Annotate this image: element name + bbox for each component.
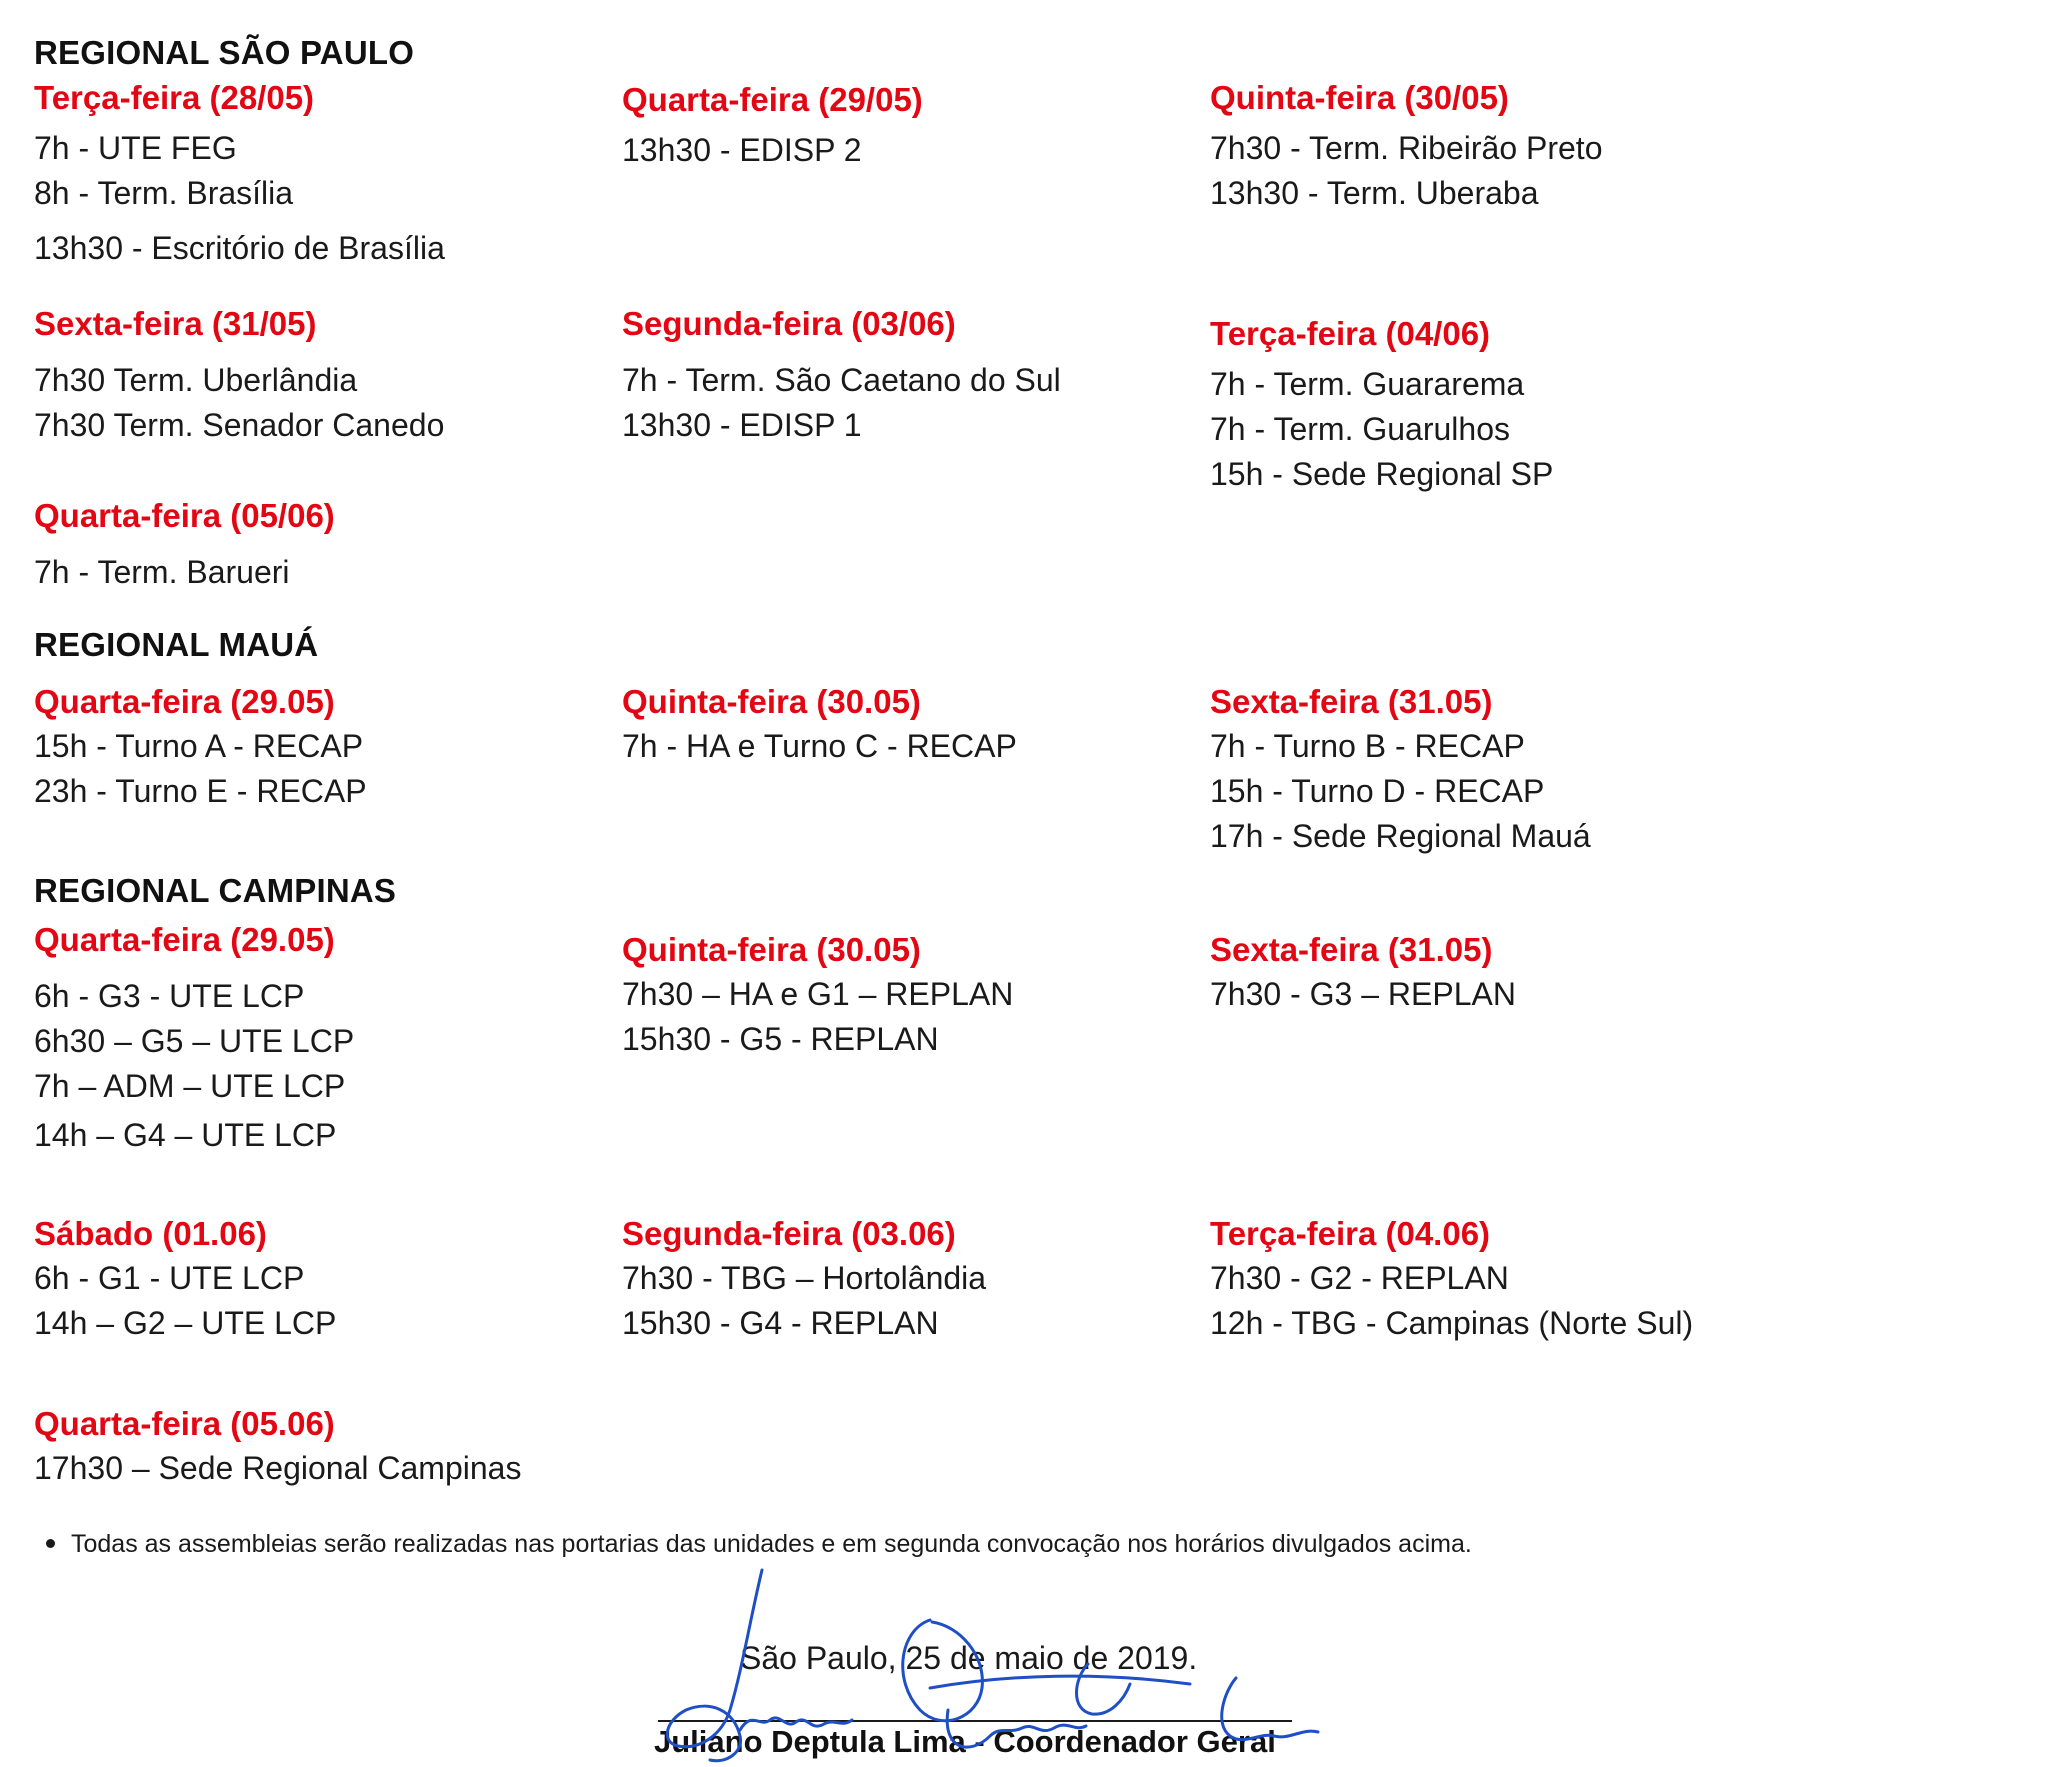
day-block [1210, 680, 1770, 859]
day-title: Sexta-feira (31.05) [1210, 683, 1493, 720]
schedule-entry: 6h30 – G5 – UTE LCP [34, 1023, 355, 1059]
schedule-entry: 6h - G1 - UTE LCP [34, 1260, 305, 1296]
schedule-entry: 15h30 - G5 - REPLAN [622, 1021, 939, 1057]
signature-stroke [1077, 1664, 1131, 1714]
signature-stroke [1222, 1678, 1318, 1740]
schedule-entry: 17h - Sede Regional Mauá [1210, 818, 1591, 854]
footnote [46, 1530, 1472, 1559]
region-heading-campinas: REGIONAL CAMPINAS [34, 872, 397, 909]
schedule-entry: 7h30 – HA e G1 – REPLAN [622, 976, 1014, 1012]
schedule-entry: 7h - UTE FEG [34, 130, 237, 166]
day-title: Quarta-feira (29/05) [622, 81, 923, 118]
day-title: Segunda-feira (03.06) [622, 1215, 956, 1252]
schedule-entry: 15h - Sede Regional SP [1210, 456, 1554, 492]
signature-stroke [740, 1718, 852, 1730]
signature-stroke [667, 1570, 762, 1761]
day-title: Segunda-feira (03/06) [622, 305, 956, 342]
day-block [34, 302, 594, 448]
schedule-entry: 7h - Term. Barueri [34, 554, 290, 590]
day-title: Sexta-feira (31/05) [34, 305, 317, 342]
schedule-entry: 15h - Turno D - RECAP [1210, 773, 1545, 809]
day-title: Quinta-feira (30.05) [622, 683, 921, 720]
day-block [34, 494, 594, 595]
schedule-entry: 7h - Term. Guarulhos [1210, 411, 1510, 447]
signature-stroke [930, 1676, 1190, 1688]
day-block [34, 680, 594, 814]
place-date: São Paulo, 25 de maio de 2019. [740, 1640, 1198, 1676]
day-block [34, 1212, 594, 1346]
schedule-entry: 14h – G4 – UTE LCP [34, 1117, 337, 1153]
schedule-entry: 8h - Term. Brasília [34, 175, 294, 211]
schedule-entry: 7h30 Term. Senador Canedo [34, 407, 445, 443]
region-heading-maua: REGIONAL MAUÁ [34, 626, 319, 663]
day-title: Terça-feira (04.06) [1210, 1215, 1491, 1252]
signatory-name: Juliano Deptula Lima - Coordenador Geral [654, 1724, 1276, 1759]
day-title: Quarta-feira (05.06) [34, 1405, 335, 1442]
day-block [1210, 312, 1770, 497]
signature-stroke [903, 1620, 983, 1721]
signature-stroke [947, 1710, 1086, 1747]
schedule-entry: 7h - Term. Guararema [1210, 366, 1525, 402]
schedule-entry: 13h30 - EDISP 2 [622, 132, 862, 168]
day-title: Quinta-feira (30.05) [622, 931, 921, 968]
day-block [1210, 76, 1770, 216]
day-block [1210, 1212, 1770, 1346]
schedule-entry: 12h - TBG - Campinas (Norte Sul) [1210, 1305, 1694, 1341]
schedule-entry: 7h30 Term. Uberlândia [34, 362, 358, 398]
schedule-entry: 7h30 - TBG – Hortolândia [622, 1260, 987, 1296]
schedule-entry: 7h30 - Term. Ribeirão Preto [1210, 130, 1603, 166]
schedule-entry: 17h30 – Sede Regional Campinas [34, 1450, 522, 1486]
footnote-text: Todas as assembleias serão realizadas nas portarias das unidades e em segunda convocação nos horários divulgados acima. [71, 1530, 1472, 1558]
schedule-entry: 13h30 - EDISP 1 [622, 407, 862, 443]
schedule-entry: 7h - Term. São Caetano do Sul [622, 362, 1061, 398]
day-block [622, 928, 1182, 1062]
day-block [622, 78, 1182, 173]
schedule-entry: 23h - Turno E - RECAP [34, 773, 367, 809]
day-title: Terça-feira (04/06) [1210, 315, 1491, 352]
region-heading-sao-paulo: REGIONAL SÃO PAULO [34, 34, 415, 71]
schedule-entry: 14h – G2 – UTE LCP [34, 1305, 337, 1341]
day-title: Quarta-feira (29.05) [34, 683, 335, 720]
day-block [622, 1212, 1182, 1346]
schedule-entry: 7h30 - G3 – REPLAN [1210, 976, 1516, 1012]
schedule-entry: 15h - Turno A - RECAP [34, 728, 364, 764]
day-title: Quinta-feira (30/05) [1210, 79, 1509, 116]
day-title: Sábado (01.06) [34, 1215, 267, 1252]
schedule-entry: 7h - HA e Turno C - RECAP [622, 728, 1017, 764]
schedule-entry: 7h - Turno B - RECAP [1210, 728, 1525, 764]
day-block [34, 76, 594, 271]
day-block [1210, 928, 1770, 1017]
schedule-entry: 7h – ADM – UTE LCP [34, 1068, 346, 1104]
bullet-icon [46, 1539, 55, 1548]
day-title: Sexta-feira (31.05) [1210, 931, 1493, 968]
day-title: Quarta-feira (29.05) [34, 921, 335, 958]
day-block [34, 1402, 594, 1491]
day-block [34, 918, 594, 1158]
schedule-entry: 7h30 - G2 - REPLAN [1210, 1260, 1509, 1296]
schedule-entry: 13h30 - Term. Uberaba [1210, 175, 1539, 211]
day-block [622, 302, 1182, 448]
schedule-entry: 6h - G3 - UTE LCP [34, 978, 305, 1014]
schedule-entry: 13h30 - Escritório de Brasília [34, 230, 445, 266]
day-title: Terça-feira (28/05) [34, 79, 315, 116]
handwritten-signature [630, 1560, 1330, 1767]
day-block [622, 680, 1182, 769]
day-title: Quarta-feira (05/06) [34, 497, 335, 534]
schedule-entry: 15h30 - G4 - REPLAN [622, 1305, 939, 1341]
